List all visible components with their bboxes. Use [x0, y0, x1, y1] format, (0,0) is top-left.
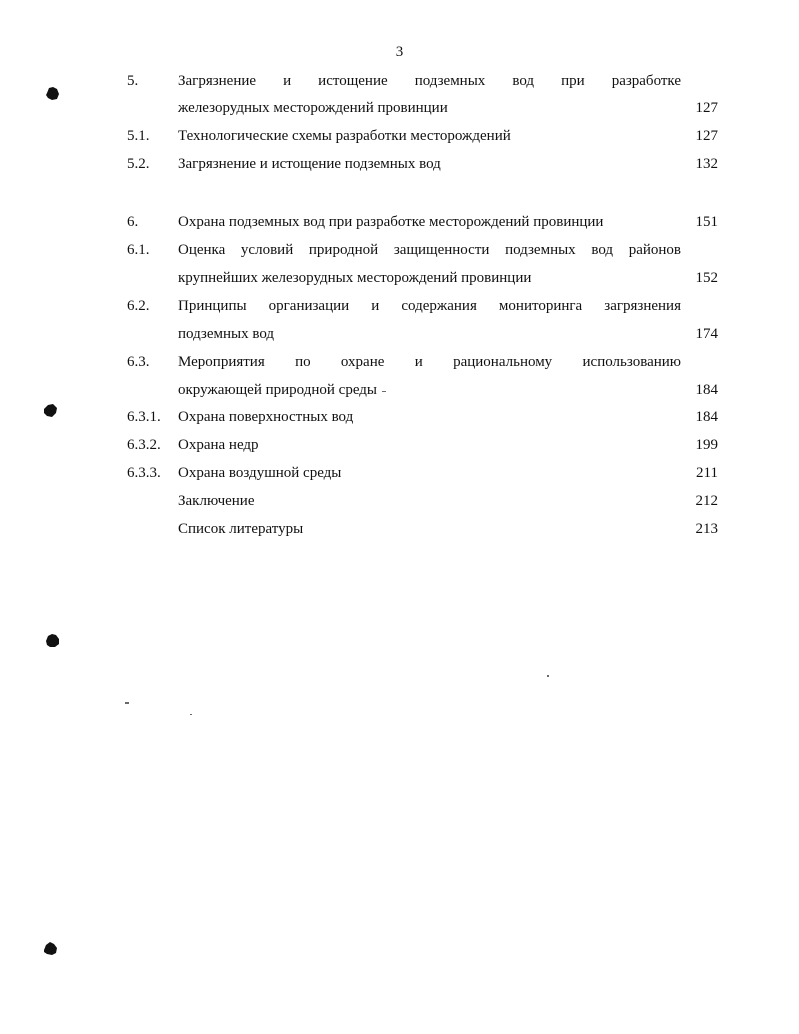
scan-speck [125, 702, 129, 704]
toc-entry-title: подземных вод [178, 326, 275, 342]
toc-entry [0, 125, 799, 147]
toc-entry-number: 6.3.3. [127, 465, 161, 481]
binder-hole-icon [44, 632, 61, 649]
toc-entry-page: 184 [695, 409, 718, 425]
toc-entry-page: 127 [695, 100, 718, 116]
toc-entry-title: Заключение [178, 493, 255, 509]
toc-entry [0, 295, 799, 317]
toc-entry [0, 70, 799, 92]
toc-entry-title: Охрана недр [178, 437, 259, 453]
toc-entry-page: 151 [695, 214, 718, 230]
binder-hole-icon [42, 940, 59, 957]
toc-entry [0, 518, 799, 540]
toc-entry-title: Оценка условий природной защищенности подземных вод районов [178, 242, 681, 258]
scan-speck [190, 714, 192, 715]
toc-entry-page: 127 [695, 128, 718, 144]
toc-entry-title: железорудных месторождений провинции [178, 100, 448, 116]
toc-entry-page: 174 [695, 326, 718, 342]
toc-entry-number: 6.3. [127, 354, 150, 370]
toc-entry-title: Охрана поверхностных вод [178, 409, 354, 425]
toc-entry [0, 153, 799, 175]
toc-entry [0, 211, 799, 233]
toc-entry-number: 6.1. [127, 242, 150, 258]
toc-entry-number: 6.3.1. [127, 409, 161, 425]
toc-entry-page: 199 [695, 437, 718, 453]
toc-entry-continuation [0, 379, 799, 401]
toc-entry-continuation [0, 267, 799, 289]
toc-entry-title: Загрязнение и истощение подземных вод при разработке [178, 73, 681, 89]
toc-entry-title: окружающей природной среды [178, 382, 377, 398]
toc-entry-page: 213 [695, 521, 718, 537]
toc-entry-title: Загрязнение и истощение подземных вод [178, 156, 441, 172]
page-number: 3 [395, 44, 404, 60]
binder-hole-icon [42, 402, 59, 419]
toc-entry-page: 212 [695, 493, 718, 509]
toc-entry-title: Мероприятия по охране и рациональному использованию [178, 354, 681, 370]
toc-entry [0, 239, 799, 261]
toc-entry-continuation [0, 323, 799, 345]
toc-entry-title: Технологические схемы разработки месторождений [178, 128, 511, 144]
toc-entry-page: 132 [695, 156, 718, 172]
binder-hole-icon [44, 85, 61, 102]
toc-entry-title: Охрана подземных вод при разработке месторождений провинции [178, 214, 604, 230]
toc-entry-number: 5.2. [127, 156, 150, 172]
toc-entry [0, 406, 799, 428]
toc-entry [0, 490, 799, 512]
toc-entry-title: Список литературы [178, 521, 304, 537]
toc-entry-page: 152 [695, 270, 718, 286]
toc-entry-number: 6.2. [127, 298, 150, 314]
toc-entry-number: 6.3.2. [127, 437, 161, 453]
toc-entry-number: 5.1. [127, 128, 150, 144]
toc-entry-title: Охрана воздушной среды [178, 465, 342, 481]
toc-entry [0, 434, 799, 456]
scan-speck [382, 391, 386, 392]
toc-entry [0, 351, 799, 373]
toc-entry-page: 184 [695, 382, 718, 398]
toc-entry-number: 5. [127, 73, 139, 89]
toc-entry-continuation [0, 97, 799, 119]
toc-entry [0, 462, 799, 484]
toc-entry-title: крупнейших железорудных месторождений провинции [178, 270, 532, 286]
scan-speck [547, 675, 549, 677]
toc-entry-number: 6. [127, 214, 139, 230]
toc-entry-page: 211 [696, 465, 718, 481]
toc-entry-title: Принципы организации и содержания мониторинга загрязнения [178, 298, 681, 314]
